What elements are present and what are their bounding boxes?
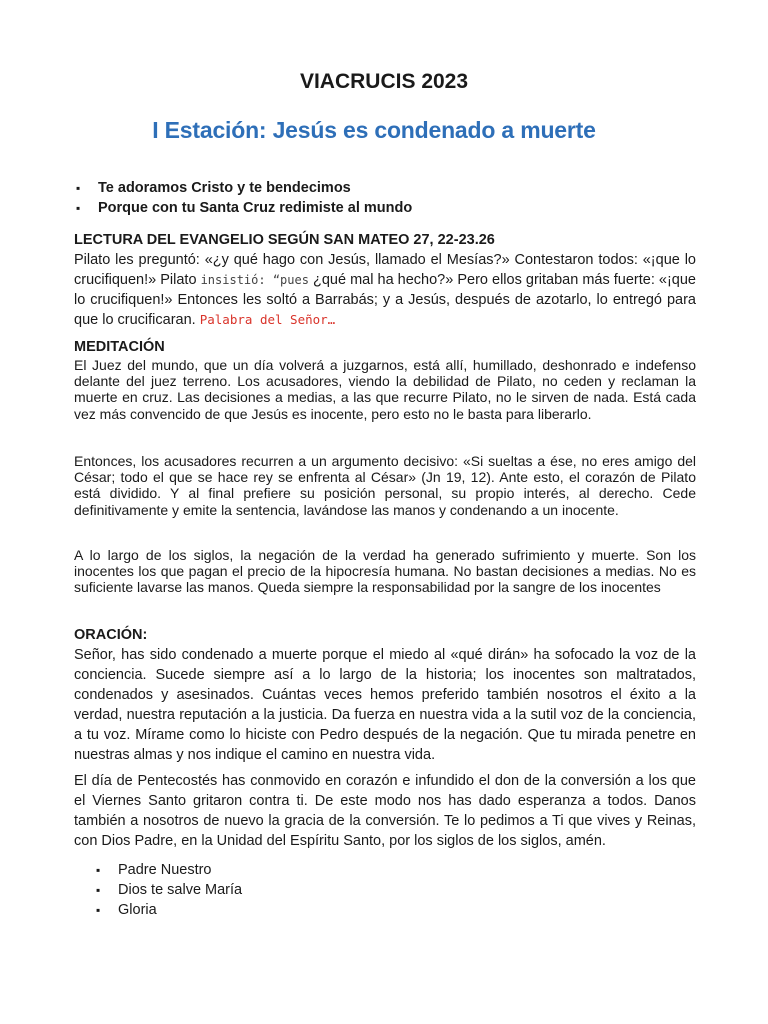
document-title: VIACRUCIS 2023 [299, 70, 469, 93]
list-item: ▪ Porque con tu Santa Cruz redimiste al mundo [76, 198, 698, 218]
meditation-paragraph: A lo largo de los siglos, la negación de la verdad ha generado sufrimiento y muerte. Son los inocentes los que pagan el precio de la hipocresía humana. No bastan decisiones a medias. No es suficiente lavarse las manos. Queda siempre la responsabilidad por la sangre de los inocentes [74, 547, 696, 596]
closing-prayers-list [96, 860, 718, 920]
gospel-reading [74, 230, 696, 330]
meditation-paragraph: El Juez del mundo, que un día volverá a juzgarnos, está allí, humillado, deshonrado e indefenso delante del juez terreno. Los acusadores, viendo la debilidad de Pilato, no ceden y reclaman la muerte en cruz. Las decisiones a medias, a las que recurre Pilato, no le sirven de nada. Está cada vez más convencido de que Jesús es inocente, pero esto no le basta para liberarlo. [74, 357, 696, 422]
prayer-paragraph: Señor, has sido condenado a muerte porque el miedo al «qué dirán» ha sofocado la voz de la conciencia. Sucede siempre así a lo largo de la historia; los inocentes son maltratados, condenados y asesinados. Cuántas veces hemos preferido también nosotros el éxito a la verdad, nuestra reputación a la justicia. Da fuerza en nuestra vida a la sutil voz de la conciencia, a tu voz. Mírame como lo hiciste con Pedro después de la negación. Que tu mirada penetre en nuestras almas y nos indique el camino en nuestra vida. [74, 647, 696, 763]
list-item: ▪ Te adoramos Cristo y te bendecimos [76, 178, 698, 198]
station-title: I Estación: Jesús es condenado a muerte [152, 117, 596, 143]
word-of-the-lord: Palabra del Señor… [199, 312, 336, 327]
list-item: ▪ Dios te salve María [96, 880, 718, 900]
reading-text: Pilato les preguntó: «¿y qué hago con Jesús, llamado el Mesías?» Contestaron todos: «¡que lo crucifiquen!» Pilato insistió: “pues ¿qué mal ha hecho?» Pero ellos gritaban más fuerte: «¡que lo crucifiquen!» Entonces les soltó a Barrabás; y a Jesús, después de azotarlo, lo entregó para que lo crucificaran. Palabra del Señor… [74, 252, 696, 328]
prayer-section [74, 625, 696, 765]
meditation-heading: MEDITACIÓN [74, 339, 165, 355]
reading-heading: LECTURA DEL EVANGELIO SEGÚN SAN MATEO 27, 22-23.26 [74, 232, 495, 248]
list-item: ▪ Gloria [96, 900, 718, 920]
meditation-paragraph: Entonces, los acusadores recurren a un argumento decisivo: «Si sueltas a ése, no eres amigo del César; todo el que se hace rey se enfrenta al César» (Jn 19, 12). Ante esto, el corazón de Pilato está dividido. Y al final prefiere su posición personal, su propio interés, al derecho. Cede definitivamente y emite la sentencia, lavándose las manos y condenando a un inocente. [74, 453, 696, 518]
prayer-heading: ORACIÓN: [74, 627, 148, 643]
meditation-section [74, 337, 696, 422]
list-item: ▪ Padre Nuestro [96, 860, 718, 880]
opening-prayers-list [76, 178, 698, 218]
prayer-paragraph: El día de Pentecostés has conmovido en corazón e infundido el don de la conversión a los que el Viernes Santo gritaron contra ti. De este modo nos has dado esperanza a todos. Danos también a nosotros de nuevo la gracia de la conversión. Te lo pedimos a Ti que vives y Reinas, con Dios Padre, en la Unidad del Espíritu Santo, por los siglos de los siglos, amén. [74, 773, 696, 849]
